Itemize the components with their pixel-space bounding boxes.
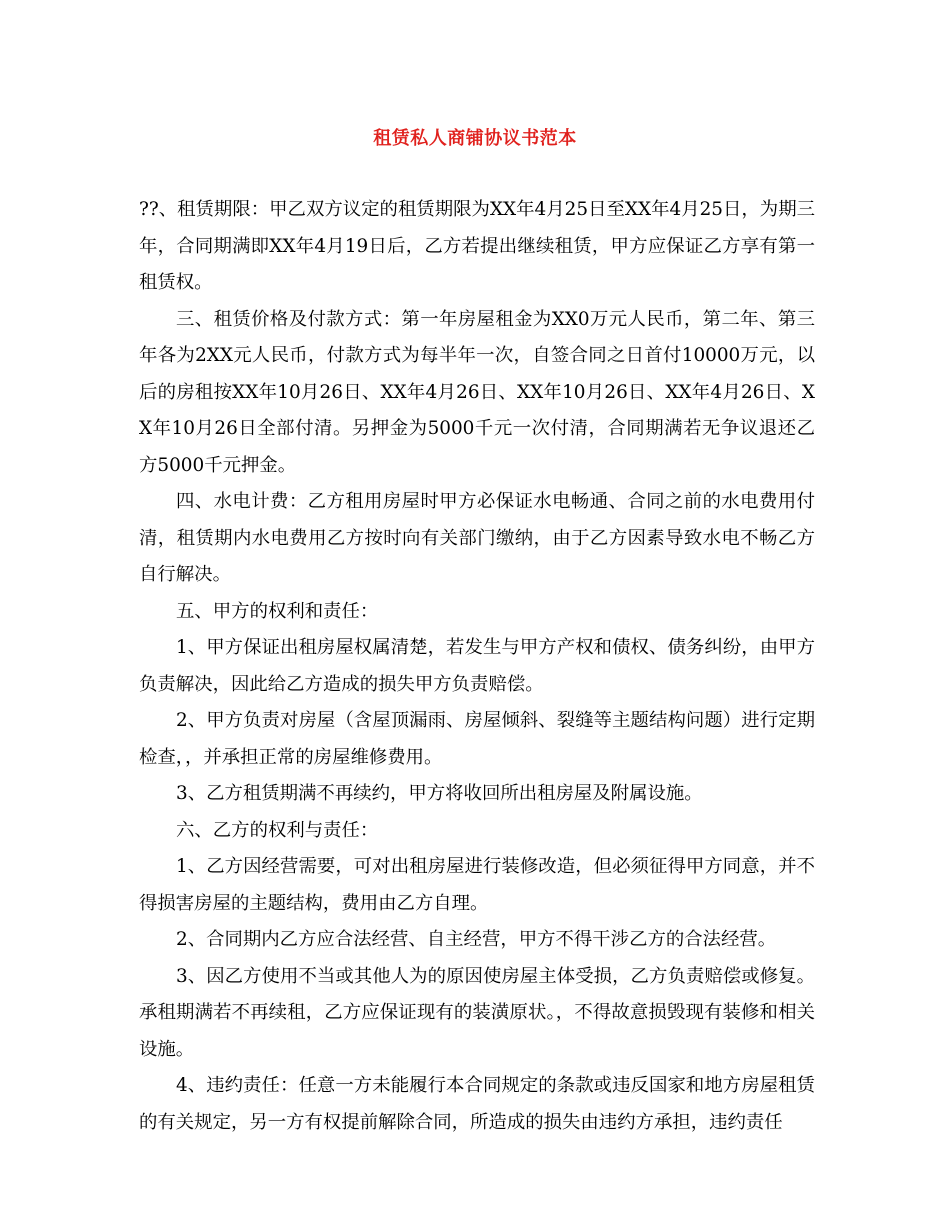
paragraph-lease-term: ??、租赁期限：甲乙双方议定的租赁期限为XX年4月25日至XX年4月25日，为期三年，合同期满即XX年4月19日后，乙方若提出继续租赁，甲方应保证乙方享有第一租赁权。 [139, 199, 815, 293]
paragraph-breach-liability: 4、违约责任：任意一方未能履行本合同规定的条款或违反国家和地方房屋租赁的有关规定，另一方有权提前解除合同，所造成的损失由违约方承担，违约责任 [139, 1075, 815, 1133]
paragraph-party-a-clause-2: 2、甲方负责对房屋（含屋顶漏雨、房屋倾斜、裂缝等主题结构问题）进行定期检查，，并承担正常的房屋维修费用。 [139, 710, 815, 768]
document-title: 租赁私人商铺协议书范本 [373, 128, 577, 149]
document-body [139, 192, 815, 1141]
paragraph-rent-payment: 三、租赁价格及付款方式：第一年房屋租金为XX0万元人民币，第二年、第三年各为2XX元人民币，付款方式为每半年一次，自签合同之日首付10000万元，以后的房租按XX年10月26日、XX年4月26日、XX年10月26日、XX年4月26日、XX年10月26日全部付清。另押金为5000千元一次付清，合同期满若无争议退还乙方5000千元押金。 [139, 308, 815, 476]
paragraph-party-a-clause-1: 1、甲方保证出租房屋权属清楚，若发生与甲方产权和债权、债务纠纷，由甲方负责解决，因此给乙方造成的损失甲方负责赔偿。 [139, 637, 815, 695]
paragraph-utilities: 四、水电计费：乙方租用房屋时甲方必保证水电畅通、合同之前的水电费用付清，租赁期内水电费用乙方按时向有关部门缴纳，由于乙方因素导致水电不畅乙方自行解决。 [139, 491, 815, 585]
section-heading-party-b: 六、乙方的权利与责任： [176, 819, 379, 841]
paragraph-party-a-clause-3: 3、乙方租赁期满不再续约，甲方将收回所出租房屋及附属设施。 [176, 783, 703, 804]
paragraph-party-b-clause-2: 2、合同期内乙方应合法经营、自主经营，甲方不得干涉乙方的合法经营。 [176, 929, 777, 950]
paragraph-party-b-clause-1: 1、乙方因经营需要，可对出租房屋进行装修改造，但必须征得甲方同意，并不得损害房屋的主题结构，费用由乙方自理。 [139, 856, 815, 914]
paragraph-party-b-clause-3: 3、因乙方使用不当或其他人为的原因使房屋主体受损，乙方负责赔偿或修复。承租期满若不再续租，乙方应保证现有的装潢原状。，不得故意损毁现有装修和相关设施。 [139, 965, 815, 1060]
section-heading-party-a: 五、甲方的权利和责任： [176, 600, 379, 622]
